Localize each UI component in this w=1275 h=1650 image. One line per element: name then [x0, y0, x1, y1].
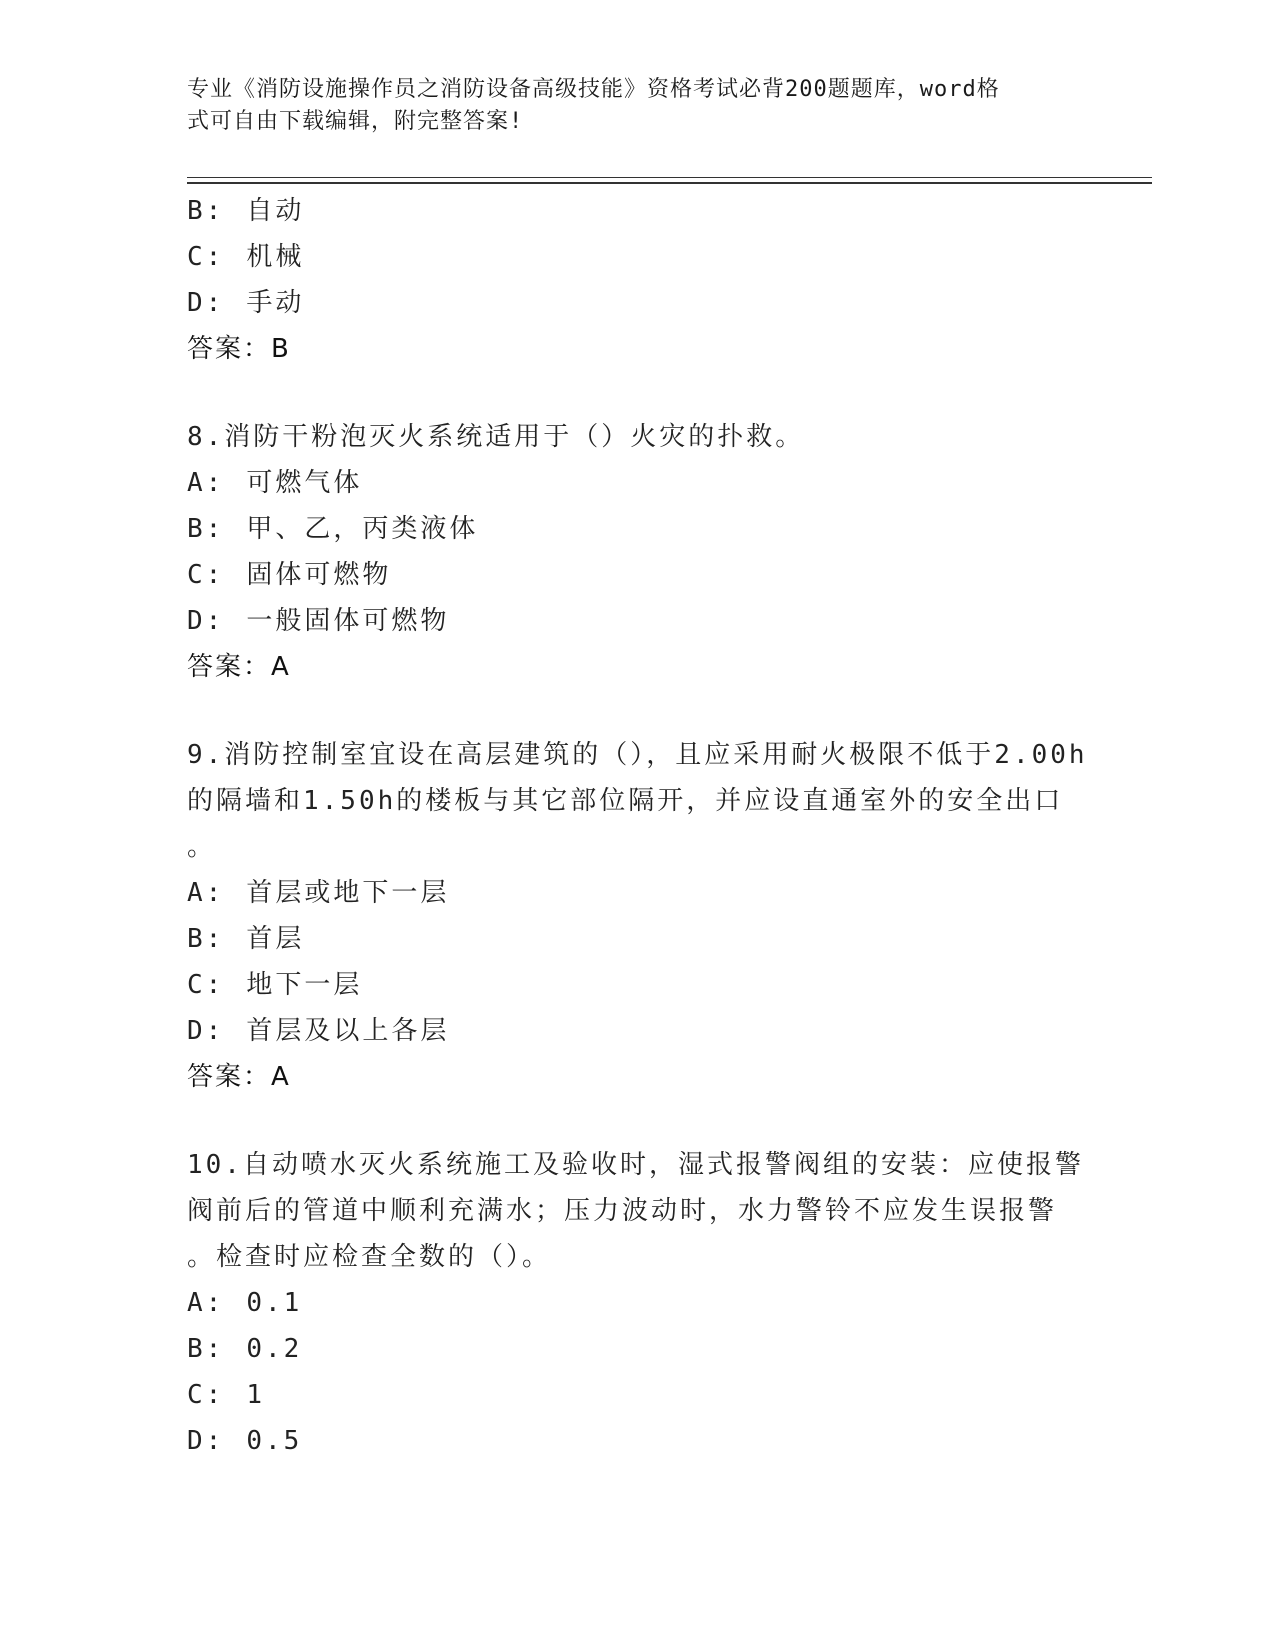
option-b [187, 1326, 1087, 1372]
option-letter: B: [187, 514, 225, 544]
option-b [187, 916, 1087, 962]
document-body [187, 188, 1087, 1464]
option-a [187, 1280, 1087, 1326]
question-10 [187, 1142, 1087, 1464]
question-8 [187, 414, 1087, 690]
header-divider-thin [187, 177, 1152, 178]
option-letter: C: [187, 560, 225, 590]
option-d [187, 1418, 1087, 1464]
option-text: 地下一层 [246, 970, 363, 1000]
header-line-2: 式可自由下载编辑，附完整答案! [187, 109, 524, 134]
option-letter: B: [187, 924, 225, 954]
question-stem-line-3: 。检查时应检查全数的（）。 [187, 1242, 552, 1272]
option-text: 首层 [246, 924, 305, 954]
option-text: 1 [246, 1380, 265, 1410]
option-letter: C: [187, 970, 225, 1000]
option-letter: D: [187, 1426, 225, 1456]
option-text: 0.1 [246, 1288, 303, 1318]
question-7-continuation [187, 188, 1087, 372]
option-letter: A: [187, 468, 225, 498]
option-text: 自动 [246, 196, 305, 226]
option-text: 0.5 [246, 1426, 303, 1456]
answer-line: 答案：B [187, 334, 291, 364]
option-d [187, 280, 1087, 326]
option-letter: B: [187, 196, 225, 226]
answer-line: 答案：A [187, 652, 291, 682]
option-d [187, 598, 1087, 644]
option-c [187, 962, 1087, 1008]
option-text: 机械 [246, 242, 305, 272]
option-c [187, 552, 1087, 598]
option-text: 可燃气体 [246, 468, 363, 498]
option-letter: B: [187, 1334, 225, 1364]
option-c [187, 1372, 1087, 1418]
question-stem-line-2: 的隔墙和1.50h的楼板与其它部位隔开，并应设直通室外的安全出口 [187, 786, 1064, 816]
option-letter: C: [187, 242, 225, 272]
option-text: 一般固体可燃物 [246, 606, 450, 636]
option-b [187, 188, 1087, 234]
page-header [187, 74, 1067, 138]
option-letter: D: [187, 1016, 225, 1046]
option-text: 0.2 [246, 1334, 303, 1364]
option-letter: D: [187, 606, 225, 636]
header-divider-thick [187, 182, 1152, 184]
option-text: 固体可燃物 [246, 560, 392, 590]
question-stem-line-2: 阀前后的管道中顺利充满水；压力波动时，水力警铃不应发生误报警 [187, 1196, 1058, 1226]
answer-line: 答案：A [187, 1062, 291, 1092]
header-line-1: 专业《消防设施操作员之消防设备高级技能》资格考试必背200题题库，word格 [187, 77, 1000, 102]
option-c [187, 234, 1087, 280]
question-stem-line-1: 9.消防控制室宜设在高层建筑的（），且应采用耐火极限不低于2.00h [187, 740, 1088, 770]
question-9 [187, 732, 1087, 1100]
option-text: 首层或地下一层 [246, 878, 450, 908]
option-text: 首层及以上各层 [246, 1016, 450, 1046]
option-letter: A: [187, 1288, 225, 1318]
option-b [187, 506, 1087, 552]
question-stem-line-1: 10.自动喷水灭火系统施工及验收时，湿式报警阀组的安装：应使报警 [187, 1150, 1084, 1180]
option-text: 甲、乙，丙类液体 [246, 514, 479, 544]
option-d [187, 1008, 1087, 1054]
option-text: 手动 [246, 288, 305, 318]
question-stem: 8.消防干粉泡灭火系统适用于（）火灾的扑救。 [187, 422, 805, 452]
option-a [187, 870, 1087, 916]
option-letter: C: [187, 1380, 225, 1410]
option-letter: D: [187, 288, 225, 318]
question-stem-line-3: 。 [187, 832, 217, 862]
option-a [187, 460, 1087, 506]
option-letter: A: [187, 878, 225, 908]
